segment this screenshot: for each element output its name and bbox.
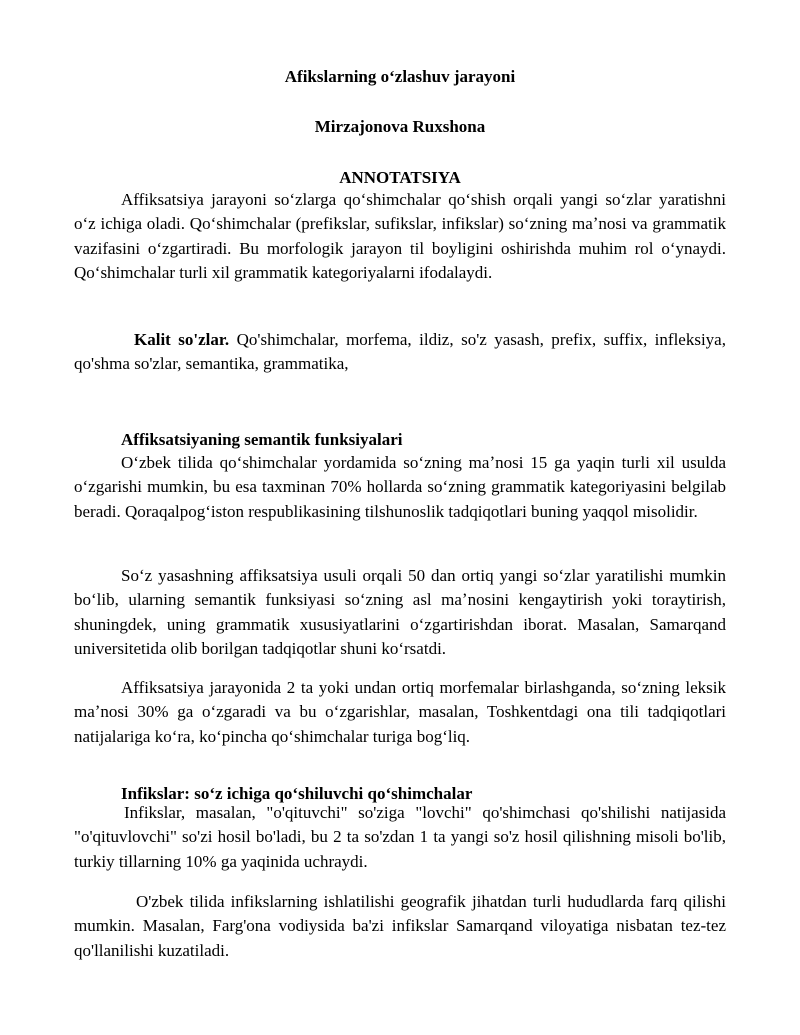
keywords-paragraph [74,328,726,377]
section2-paragraph: Infikslar, masalan, "o'qituvchi" so'ziga "lovchi" qo'shimchasi qo'shilishi natijasida "o'qituvlovchi" so'zi hosil bo'ladi, bu 2 ta so'zdan 1 ta yangi so'z hosil qilishning misoli bo'lib, turkiy tillarning 10% ga yaqinida uchraydi. [74,803,726,871]
section-heading-infixes: Infikslar: soʻz ichiga qoʻshiluvchi qoʻshimchalar [121,784,473,803]
document-author: Mirzajonova Ruxshona [314,117,486,136]
section-heading-semantic-functions: Affiksatsiyaning semantik funksiyalari [121,430,403,449]
section1-paragraph: Soʻz yasashning affiksatsiya usuli orqali 50 dan ortiq yangi soʻzlar yaratilishi mumkin boʻlib, ularning semantik funksiyasi soʻzning asl maʼnosini kengaytirish yoki toraytirish, shuningdek, uning grammatik xususiyatlarini oʻzgartirishdan iborat. Masalan, Samarqand universitetida olib borilgan tadqiqotlar shuni koʻrsatdi. [74,566,726,659]
keywords-text: Qo'shimchalar, morfema, ildiz, so'z yasash, prefix, suffix, infleksiya, qo'shma so'zlar, semantika, grammatika, [74,330,726,374]
keywords-label: Kalit so'zlar. [134,330,230,349]
document-title: Afikslarning oʻzlashuv jarayoni [284,67,516,86]
section1-paragraph: Oʻzbek tilida qoʻshimchalar yordamida soʻzning maʼnosi 15 ga yaqin turli xil usulda oʻzgarishi mumkin, bu esa taxminan 70% hollarda soʻzning grammatik kategoriyasini belgilab beradi. Qoraqalpogʻiston respublikasining tilshunoslik tadqiqotlari buning yaqqol misolidir. [74,453,726,521]
annotation-paragraph: Affiksatsiya jarayoni soʻzlarga qoʻshimchalar qoʻshish orqali yangi soʻzlar yaratishni oʻz ichiga oladi. Qoʻshimchalar (prefikslar, sufikslar, infikslar) soʻzning maʼnosi va grammatik vazifasini oʻzgartiradi. Bu morfologik jarayon til boyligini oshirishda muhim rol oʻynaydi. Qoʻshimchalar turli xil grammatik kategoriyalarni ifodalaydi. [74,190,726,283]
section2-paragraph: O'zbek tilida infikslarning ishlatilishi geografik jihatdan turli hududlarda farq qilishi mumkin. Masalan, Farg'ona vodiysida ba'zi infikslar Samarqand viloyatiga nisbatan tez-tez qo'llanilishi kuzatiladi. [74,892,726,960]
section1-paragraph: Affiksatsiya jarayonida 2 ta yoki undan ortiq morfemalar birlashganda, soʻzning leksik maʼnosi 30% ga oʻzgaradi va bu oʻzgarishlar, masalan, Toshkentdagi ona tili tadqiqotlari natijalariga koʻra, koʻpincha qoʻshimchalar turiga bogʻliq. [74,678,726,746]
annotation-heading: ANNOTATSIYA [339,168,461,187]
